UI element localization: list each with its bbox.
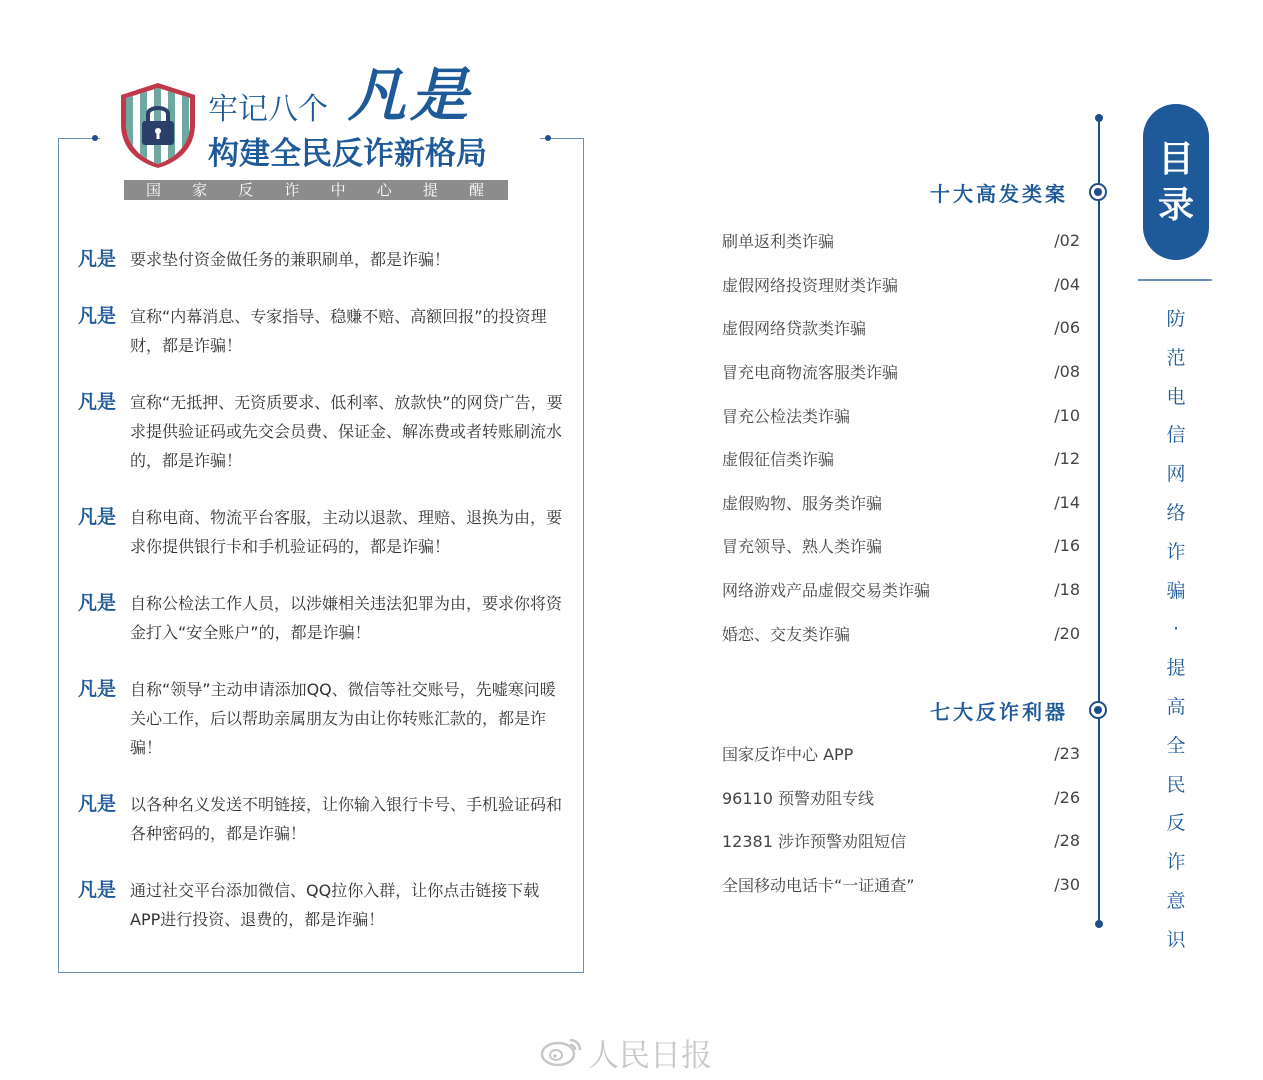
slogan-char: 民 <box>1166 773 1186 796</box>
toc-item-label: 网络游戏产品虚假交易类诈骗 <box>722 581 931 601</box>
toc-item-page: /02 <box>1054 231 1080 251</box>
rule-item <box>78 302 568 360</box>
rule-text: 以各种名义发送不明链接，让你输入银行卡号、手机验证码和各种密码的，都是诈骗！ <box>130 795 563 843</box>
toc-item[interactable] <box>722 219 1080 263</box>
rule-label: 凡是 <box>78 793 117 815</box>
mulu-char: 目 <box>1157 138 1194 180</box>
timeline-node-section2 <box>1089 701 1107 719</box>
slogan-char: 络 <box>1166 501 1186 524</box>
toc-item[interactable] <box>722 611 1080 655</box>
toc-item-page: /08 <box>1054 362 1080 382</box>
rule-label: 凡是 <box>78 506 117 528</box>
slogan-char: 诈 <box>1166 540 1186 563</box>
toc-section1-list <box>722 219 1080 655</box>
slogan-char: 识 <box>1166 928 1186 951</box>
toc-item-page: /14 <box>1054 492 1080 512</box>
weibo-logo-icon <box>540 1036 582 1066</box>
rule-label: 凡是 <box>78 592 117 614</box>
rule-text: 宣称“无抵押、无资质要求、低利率、放款快”的网贷广告，要求提供验证码或先交会员费、保证金、解冻费或者转账刷流水的，都是诈骗！ <box>130 393 563 470</box>
rule-label: 凡是 <box>78 305 117 327</box>
timeline-node-section1 <box>1089 183 1107 201</box>
slogan-char: 诈 <box>1166 851 1186 874</box>
rule-item <box>78 245 568 274</box>
toc-item[interactable] <box>722 393 1080 437</box>
header-line1: 牢记八个 <box>208 92 328 127</box>
rule-item <box>78 503 568 561</box>
rule-text: 自称“领导”主动申请添加QQ、微信等社交账号，先嘘寒问暖关心工作，后以帮助亲属朋友为由让你转账汇款的，都是诈骗！ <box>130 680 556 757</box>
rule-text: 通过社交平台添加微信、QQ拉你入群，让你点击链接下载APP进行投资、退费的，都是诈骗！ <box>130 881 540 929</box>
toc-item[interactable] <box>722 481 1080 525</box>
slogan-char: · <box>1172 618 1180 641</box>
toc-section2-list <box>722 732 1080 906</box>
rule-text: 自称公检法工作人员，以涉嫌相关违法犯罪为由，要求你将资金打入“安全账户”的，都是诈骗！ <box>130 594 563 642</box>
slogan-char: 全 <box>1166 734 1186 757</box>
frame-dot-right <box>545 135 551 141</box>
vertical-slogan <box>1164 300 1188 960</box>
rule-text: 宣称“内幕消息、专家指导、稳赚不赔、高额回报”的投资理财，都是诈骗！ <box>130 307 547 355</box>
rule-item <box>78 388 568 475</box>
toc-item[interactable] <box>722 306 1080 350</box>
rule-item <box>78 675 568 762</box>
toc-item-page: /18 <box>1054 580 1080 600</box>
rule-label: 凡是 <box>78 248 117 270</box>
rule-label: 凡是 <box>78 879 117 901</box>
rule-label: 凡是 <box>78 391 117 413</box>
mulu-badge <box>1143 104 1209 260</box>
timeline-top-dot <box>1095 114 1103 122</box>
toc-item-label: 虚假网络贷款类诈骗 <box>722 319 867 339</box>
slogan-char: 意 <box>1166 889 1186 912</box>
toc-item[interactable] <box>722 732 1080 776</box>
slogan-char: 防 <box>1166 308 1186 330</box>
slogan-char: 范 <box>1166 346 1186 369</box>
slogan-char: 骗 <box>1166 579 1186 602</box>
toc-timeline <box>1098 118 1100 926</box>
rules-list <box>78 245 568 962</box>
frame-dot-left <box>92 135 98 141</box>
watermark-text: 人民日报 <box>588 1038 712 1074</box>
slogan-char: 网 <box>1166 463 1186 486</box>
toc-item[interactable] <box>722 437 1080 481</box>
toc-item-page: /30 <box>1054 875 1080 895</box>
toc-item-label: 刷单返利类诈骗 <box>722 232 835 252</box>
toc-item-label: 冒充领导、熟人类诈骗 <box>722 537 883 557</box>
toc-section2-title: 七大反诈利器 <box>930 700 1068 724</box>
slogan-char: 提 <box>1166 657 1186 680</box>
toc-item[interactable] <box>722 350 1080 394</box>
rule-label: 凡是 <box>78 678 117 700</box>
toc-item-page: /23 <box>1054 744 1080 764</box>
rule-item <box>78 876 568 934</box>
slogan-char: 高 <box>1166 695 1186 718</box>
slogan-char: 反 <box>1166 812 1186 835</box>
slogan-char: 电 <box>1166 385 1186 408</box>
toc-item[interactable] <box>722 524 1080 568</box>
timeline-bottom-dot <box>1095 920 1103 928</box>
toc-item-label: 虚假网络投资理财类诈骗 <box>722 275 899 295</box>
toc-item-page: /28 <box>1054 831 1080 851</box>
toc-item-page: /20 <box>1054 623 1080 643</box>
toc-item-label: 全国移动电话卡“一证通查” <box>722 876 915 896</box>
toc-item-label: 96110 预警劝阻专线 <box>722 788 874 808</box>
rule-text: 要求垫付资金做任务的兼职刷单，都是诈骗！ <box>130 250 451 269</box>
toc-item-page: /12 <box>1054 449 1080 469</box>
toc-item-label: 婚恋、交友类诈骗 <box>722 624 851 644</box>
rule-item <box>78 589 568 647</box>
banner-divider <box>1138 279 1212 281</box>
shield-lock-icon <box>120 82 196 168</box>
header-subtitle: 国家反诈中心提醒 <box>124 180 508 200</box>
toc-item-page: /26 <box>1054 787 1080 807</box>
toc-item-label: 虚假购物、服务类诈骗 <box>722 493 883 513</box>
toc-section1-title: 十大高发类案 <box>930 182 1068 206</box>
toc-item-page: /04 <box>1054 274 1080 294</box>
toc-item[interactable] <box>722 568 1080 612</box>
slogan-char: 信 <box>1166 424 1186 447</box>
toc-item-label: 国家反诈中心 APP <box>722 745 854 765</box>
toc-item[interactable] <box>722 263 1080 307</box>
toc-item-page: /16 <box>1054 536 1080 556</box>
header-big-title: 凡是 <box>348 61 473 129</box>
toc-item[interactable] <box>722 776 1080 820</box>
rule-text: 自称电商、物流平台客服，主动以退款、理赔、退换为由，要求你提供银行卡和手机验证码的，都是诈骗！ <box>130 508 563 556</box>
toc-item-label: 虚假征信类诈骗 <box>722 450 835 470</box>
toc-item[interactable] <box>722 819 1080 863</box>
toc-item[interactable] <box>722 863 1080 907</box>
toc-item-page: /10 <box>1054 405 1080 425</box>
rule-item <box>78 790 568 848</box>
toc-item-label: 冒充公检法类诈骗 <box>722 406 851 426</box>
toc-item-page: /06 <box>1054 318 1080 338</box>
toc-item-label: 12381 涉诈预警劝阻短信 <box>722 832 906 852</box>
mulu-char: 录 <box>1157 184 1194 226</box>
toc-item-label: 冒充电商物流客服类诈骗 <box>722 363 899 383</box>
header-line2: 构建全民反诈新格局 <box>208 136 487 172</box>
